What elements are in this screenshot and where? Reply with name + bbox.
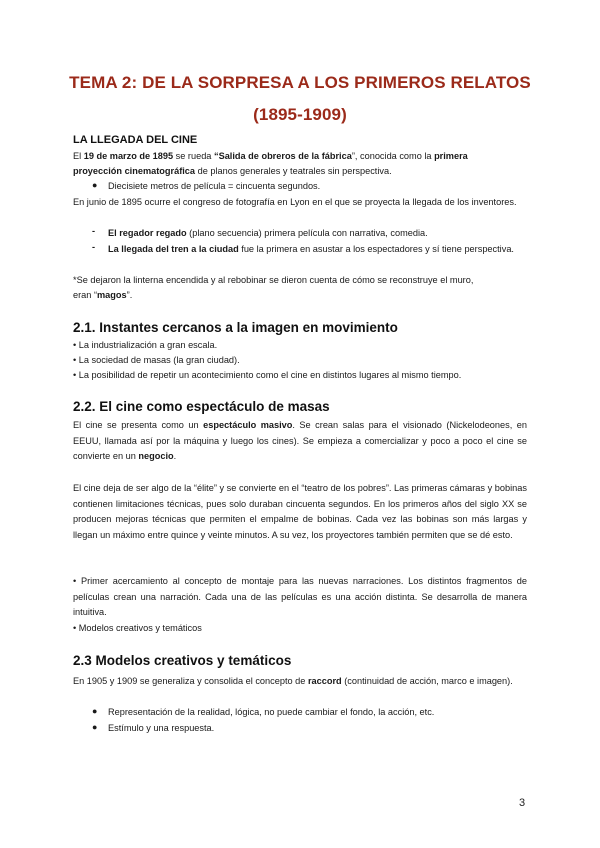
bullet-dot: ●: [92, 180, 98, 190]
bullet-dot: ●: [92, 722, 98, 732]
paragraph-teatro-pobres: El cine deja de ser algo de la “élite” y se convierte en el “teatro de los pobres”. Las primeras cámaras y bobinas contienen limitaciones técnicas, pues solo duraban cincuenta segundos. En los primeros años del siglo XX se producen mejoras técnicas que permiten el empalme de bobinas. Cada vez las bobinas son más largas y llegan un máximo entre quince y veinte minutos. A su vez, los proyectores también permiten que se dé esto.: [73, 483, 527, 540]
paragraph-lyon-congress: En junio de 1895 ocurre el congreso de fotografía en Lyon en el que se proyecta la llegada de los inventores.: [73, 197, 517, 207]
dash-marker: -: [92, 242, 96, 252]
bullet-dot: ●: [92, 706, 98, 716]
section-heading-llegada: LA LLEGADA DEL CINE: [73, 134, 198, 146]
bullet-estimulo: Estímulo y una respuesta.: [108, 723, 215, 733]
note-linterna-line1: *Se dejaron la linterna encendida y al rebobinar se dieron cuenta de cómo se reconstruye el muro,: [73, 275, 474, 285]
bullet-film-length: Diecisiete metros de película = cincuenta segundos.: [108, 181, 321, 191]
section-heading-2-3: 2.3 Modelos creativos y temáticos: [73, 653, 292, 668]
paragraph-raccord: En 1905 y 1909 se generaliza y consolida el concepto de raccord (continuidad de acción, marco e imagen).: [73, 676, 513, 686]
list-item-modelos: • Modelos creativos y temáticos: [73, 623, 202, 633]
document-title-line2: (1895-1909): [253, 105, 347, 124]
paragraph-llegada-line2: proyección cinematográfica de planos generales y teatrales sin perspectiva.: [73, 166, 392, 176]
note-linterna-line2: eran “magos”.: [73, 290, 133, 300]
list-item: • La industrialización a gran escala.: [73, 340, 218, 350]
document-title-line1: TEMA 2: DE LA SORPRESA A LOS PRIMEROS RELATOS: [69, 73, 531, 92]
bullet-representacion: Representación de la realidad, lógica, no puede cambiar el fondo, la acción, etc.: [108, 707, 435, 717]
dash-item-regador: El regador regado (plano secuencia) primera película con narrativa, comedia.: [108, 228, 428, 238]
paragraph-montaje: • Primer acercamiento al concepto de montaje para las nuevas narraciones. Los distintos fragmentos de películas crean una narración. Cada una de las películas es una acción distinta. Se desarrolla de manera intuitiva.: [73, 576, 527, 617]
page-number: 3: [519, 797, 526, 809]
section-heading-2-2: 2.2. El cine como espectáculo de masas: [73, 399, 330, 414]
list-item: • La sociedad de masas (la gran ciudad).: [73, 355, 240, 365]
dash-marker: -: [92, 226, 96, 236]
paragraph-espectaculo: El cine se presenta como un espectáculo masivo. Se crean salas para el visionado (Nickelodeones, en EEUU, llamada así por la máquina y luego los cines). Se empieza a comercializar y poco a poco el cine se convierte en un negocio.: [73, 420, 527, 461]
list-item: • La posibilidad de repetir un acontecimiento como el cine en distintos lugares al mismo tiempo.: [73, 370, 462, 380]
dash-item-tren: La llegada del tren a la ciudad fue la primera en asustar a los espectadores y sí tiene perspectiva.: [108, 244, 514, 254]
section-heading-2-1: 2.1. Instantes cercanos a la imagen en movimiento: [73, 320, 398, 335]
paragraph-llegada-line1: El 19 de marzo de 1895 se rueda “Salida de obreros de la fábrica”, conocida como la primera: [73, 151, 468, 161]
